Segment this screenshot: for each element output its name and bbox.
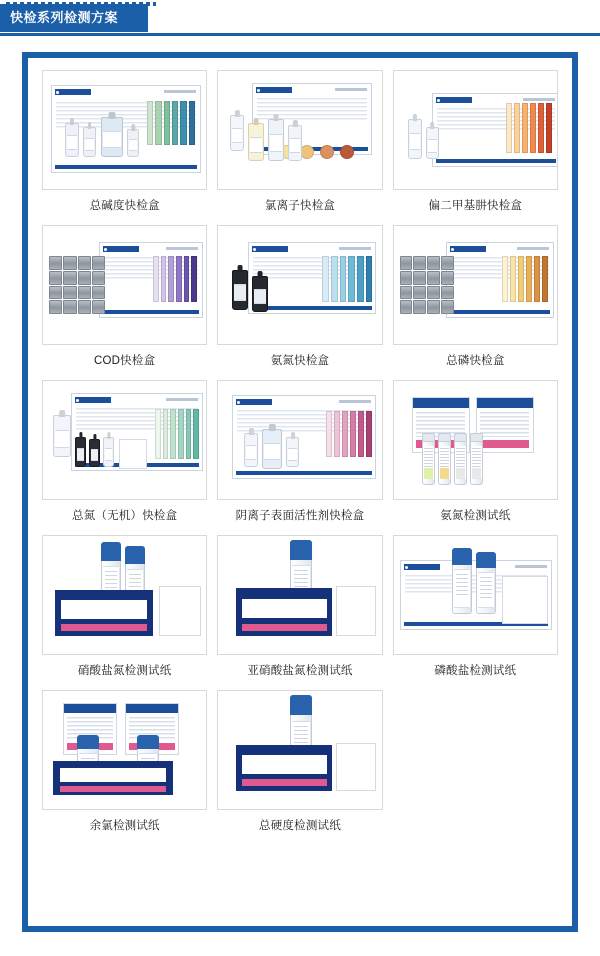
product-box: [53, 761, 173, 795]
color-scale: [502, 256, 548, 302]
product-caption: 总硬度检测试纸: [259, 820, 341, 832]
product-card[interactable]: [393, 225, 558, 368]
section-title-tab: 快检系列检测方案: [0, 4, 148, 32]
product-image: [393, 70, 558, 190]
product-image: [42, 225, 207, 345]
product-grid-frame: [22, 52, 578, 932]
header-underline: [0, 33, 600, 36]
product-image: [217, 70, 382, 190]
product-caption: 亚硝酸盐氮检测试纸: [247, 665, 353, 677]
product-image: [393, 225, 558, 345]
product-card[interactable]: [217, 380, 382, 523]
product-image: [393, 380, 558, 500]
product-card[interactable]: [393, 380, 558, 523]
color-scale: [147, 101, 195, 145]
product-grid: [36, 68, 564, 835]
product-card[interactable]: [42, 70, 207, 213]
product-image: [217, 380, 382, 500]
reagent-pouches: [49, 256, 105, 314]
product-card[interactable]: [217, 535, 382, 678]
reagent-pouches: [400, 256, 454, 314]
product-card[interactable]: [42, 225, 207, 368]
product-image: [217, 690, 382, 810]
product-caption: 总氮（无机）快检盒: [72, 510, 178, 522]
product-caption: 总碱度快检盒: [89, 200, 160, 212]
product-card[interactable]: [42, 690, 207, 833]
product-card[interactable]: [217, 690, 382, 833]
color-scale: [153, 256, 197, 302]
color-scale: [155, 409, 199, 459]
product-image: [42, 380, 207, 500]
page-footer-spacer: [0, 936, 600, 956]
product-caption: 硝酸盐氮检测试纸: [77, 665, 172, 677]
product-caption: 总磷快检盒: [446, 355, 505, 367]
product-card[interactable]: [393, 535, 558, 678]
product-box: [236, 745, 332, 791]
product-image: [42, 690, 207, 810]
grid-empty-slot: [393, 690, 558, 833]
product-caption: 氯离子快检盒: [264, 200, 336, 212]
product-caption: 磷酸盐检测试纸: [434, 665, 517, 677]
product-image: [42, 535, 207, 655]
product-caption: 氨氮检测试纸: [440, 510, 511, 522]
product-image: [217, 535, 382, 655]
product-card[interactable]: [42, 535, 207, 678]
product-box: [236, 588, 332, 636]
product-image: [217, 225, 382, 345]
product-card[interactable]: [42, 380, 207, 523]
product-card[interactable]: [393, 70, 558, 213]
product-box: [55, 590, 153, 636]
color-scale: [506, 103, 552, 153]
product-caption: 偏二甲基肼快检盒: [428, 200, 523, 212]
color-scale: [322, 256, 372, 302]
color-scale: [326, 411, 372, 457]
test-strip-vials: [422, 433, 532, 485]
product-image: [393, 535, 558, 655]
product-caption: 阴离子表面活性剂快检盒: [235, 510, 365, 522]
product-caption: 氨氮快检盒: [270, 355, 330, 367]
product-caption: 余氯检测试纸: [89, 820, 160, 832]
product-card[interactable]: [217, 70, 382, 213]
product-caption: COD快检盒: [94, 355, 156, 367]
product-image: [42, 70, 207, 190]
page-header: [0, 0, 600, 36]
product-card[interactable]: [217, 225, 382, 368]
